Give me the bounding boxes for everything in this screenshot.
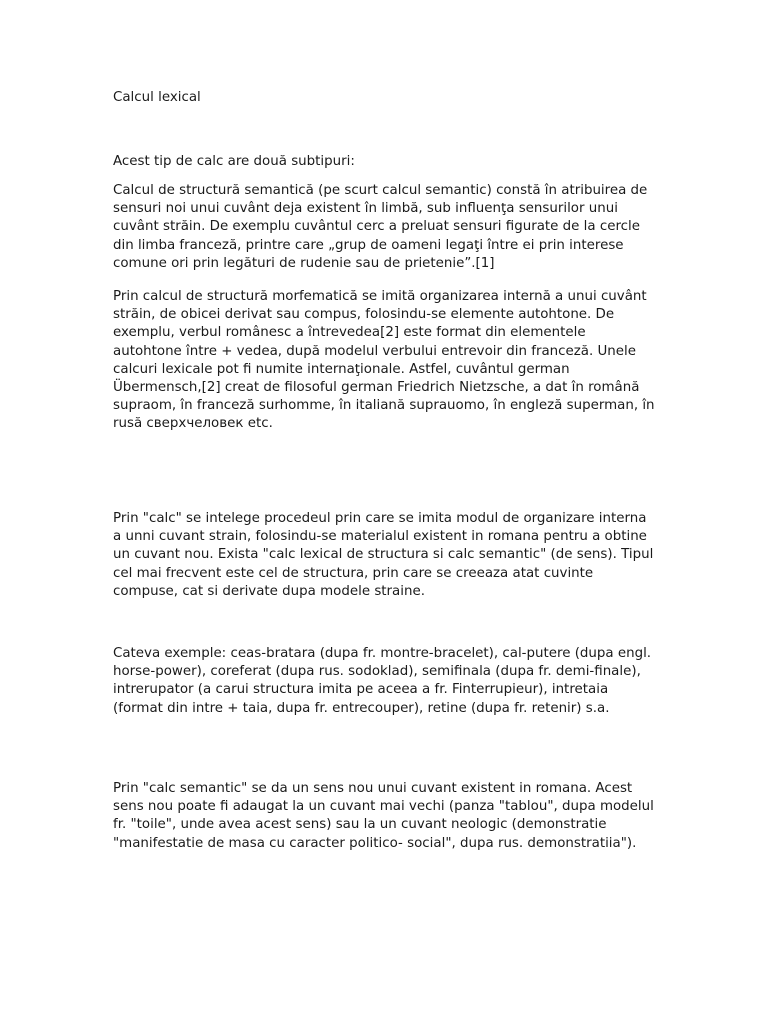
examples-paragraph: Cateva exemple: ceas-bratara (dupa fr. montre-bracelet), cal-putere (dupa engl. horse-power), coreferat (dupa rus. sodoklad), semifinala (dupa fr. demi-finale), intrerupator (a carui structura imita pe aceea a fr. Finterrupieur), intretaia (format din intre + taia, dupa fr. entrecouper), retine (dupa fr. retenir) s.a. — [113, 646, 652, 716]
semantic-calque-paragraph: Calcul de structură semantică (pe scurt calcul semantic) constă în atribuirea de sensuri noi unui cuvânt deja existent în limbă, sub influenţa sensurilor unui cuvânt străin. De exemplu cuvântul cerc a preluat sensuri figurate de la cercle din limba franceză, printre care „grup de oameni legaţi între ei prin interese comune ori prin legături de rudenie sau de prietenie”.[1] — [113, 183, 648, 271]
semantic-calc-paragraph: Prin "calc semantic" se da un sens nou unui cuvant existent in romana. Acest sens nou poate fi adaugat la un cuvant mai vechi (panza "tablou", dupa modelul fr. "toile", unde avea acest sens) sau la un cuvant neologic (demonstratie "manifestatie de masa cu caracter politico- social", dupa rus. demonstratiia"). — [113, 781, 654, 851]
calc-definition-paragraph: Prin "calc" se intelege procedeul prin care se imita modul de organizare interna a unni cuvant strain, folosindu-se materialul existent in romana pentru a obtine un cuvant nou. Exista "calc lexical de structura si calc semantic" (de sens). Tipul cel mai frecvent este cel de structura, prin care se creeaza atat cuvinte compuse, cat si derivate dupa modele straine. — [113, 511, 654, 599]
intro-paragraph: Acest tip de calc are două subtipuri: — [113, 154, 355, 169]
morphematic-calque-paragraph: Prin calcul de structură morfematică se imită organizarea internă a unui cuvânt străin, de obicei derivat sau compus, folosindu-se elemente autohtone. De exemplu, verbul românesc a întrevedea[2] este format din elementele autohtone între + vedea, după modelul verbului entrevoir din franceză. Unele calcuri lexicale pot fi numite internaţionale. Astfel, cuvântul german Übermensch,[2] creat de filosoful german Friedrich Nietzsche, a dat în română supraom, în franceză surhomme, în italiană suprauomo, în engleză superman, în rusă сверхчеловек etc. — [113, 289, 655, 432]
document-title: Calcul lexical — [113, 90, 201, 105]
